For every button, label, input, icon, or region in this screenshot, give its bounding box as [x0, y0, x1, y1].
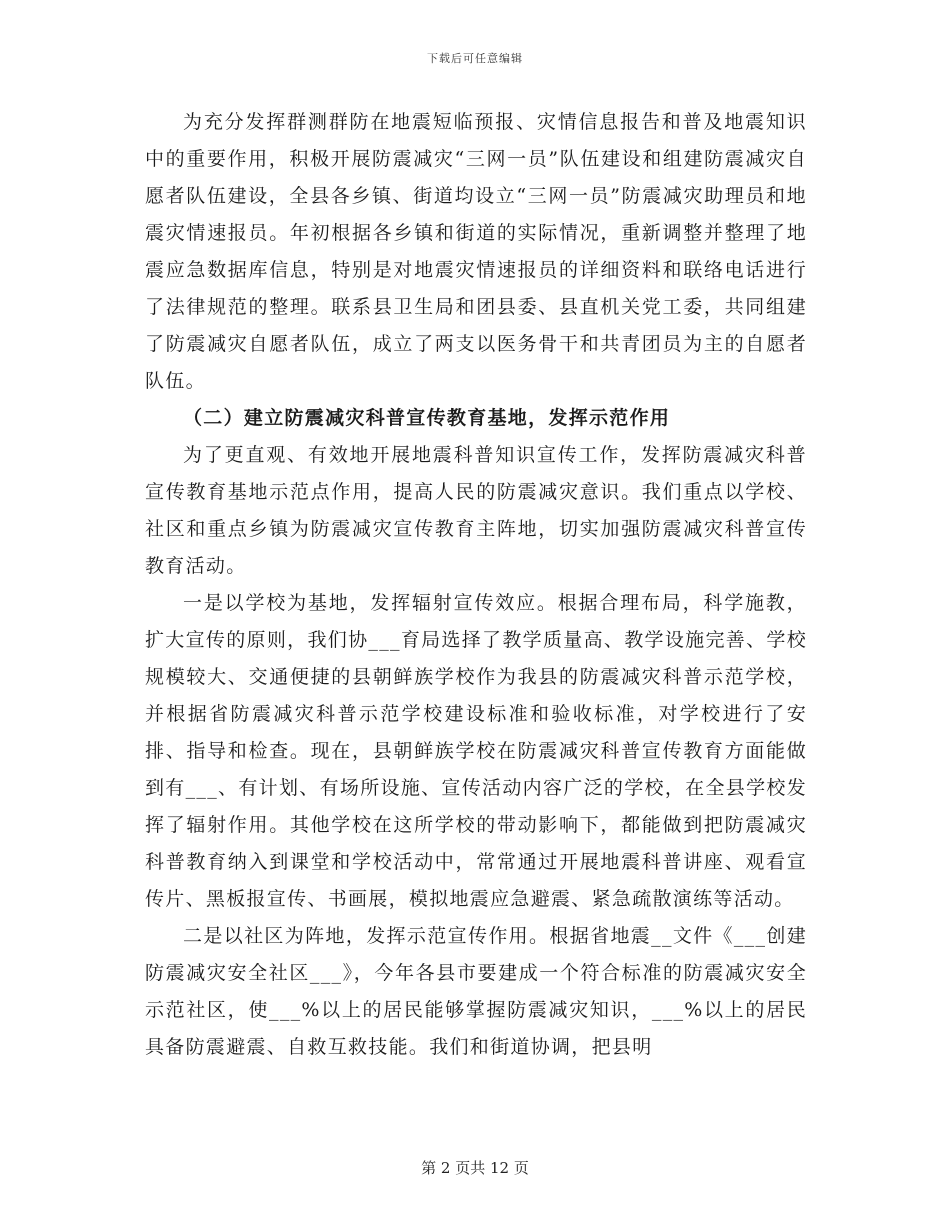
page-header: 下载后可任意编辑: [427, 52, 523, 65]
paragraph-community-base: 二是以社区为阵地，发挥示范宣传作用。根据省地震__文件《___创建防震减灾安全社区___》，今年各县市要建成一个符合标准的防震减灾安全示范社区，使___%以上的居民能够掌握防震减灾知识，___%以上的居民具备防震避震、自救互救技能。我们和街道协调，把县明: [145, 925, 807, 1058]
document-body: [145, 104, 807, 1066]
paragraph-volunteer-teams: 为充分发挥群测群防在地震短临预报、灾情信息报告和普及地震知识中的重要作用，积极开展防震减灾“三网一员”队伍建设和组建防震减灾自愿者队伍建设，全县各乡镇、街道均设立“三网一员”防震减灾助理员和地震灾情速报员。年初根据各乡镇和街道的实际情况，重新调整并整理了地震应急数据库信息，特别是对地震灾情速报员的详细资料和联络电话进行了法律规范的整理。联系县卫生局和团县委、县直机关党工委，共同组建了防震减灾自愿者队伍，成立了两支以医务骨干和共青团员为主的自愿者队伍。: [145, 111, 807, 392]
paragraph-school-base: 一是以学校为基地，发挥辐射宣传效应。根据合理布局，科学施教，扩大宣传的原则，我们协___育局选择了教学质量高、教学设施完善、学校规模较大、交通便捷的县朝鲜族学校作为我县的防震减灾科普示范学校，并根据省防震减灾科普示范学校建设标准和验收标准，对学校进行了安排、指导和检查。现在，县朝鲜族学校在防震减灾科普宣传教育方面能做到有___、有计划、有场所设施、宣传活动内容广泛的学校，在全县学校发挥了辐射作用。其他学校在这所学校的带动影响下，都能做到把防震减灾科普教育纳入到课堂和学校活动中，常常通过开展地震科普讲座、观看宣传片、黑板报宣传、书画展，模拟地震应急避震、紧急疏散演练等活动。: [145, 592, 807, 910]
paragraph-education-base: 为了更直观、有效地开展地震科普知识宣传工作，发挥防震减灾科普宣传教育基地示范点作用，提高人民的防震减灾意识。我们重点以学校、社区和重点乡镇为防震减灾宣传教育主阵地，切实加强防震减灾科普宣传教育活动。: [145, 444, 807, 577]
section-heading: （二）建立防震减灾科普宣传教育基地，发挥示范作用: [183, 407, 671, 429]
page-footer: 第 2 页共 12 页: [421, 1159, 529, 1177]
